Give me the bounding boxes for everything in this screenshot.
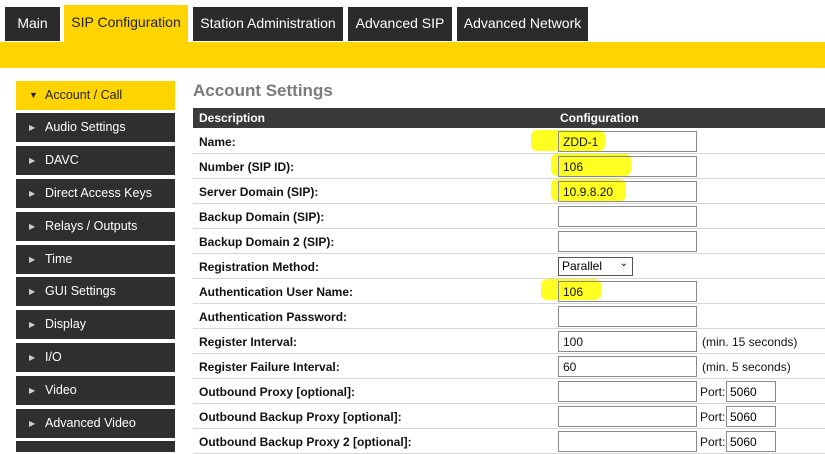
registration-method-select[interactable] bbox=[558, 257, 633, 276]
table-row bbox=[193, 279, 825, 304]
sidebar-item-label: I/O bbox=[45, 350, 62, 364]
field-label-server-domain: Server Domain (SIP): bbox=[199, 185, 319, 199]
table-row bbox=[193, 204, 825, 229]
caret-down-icon: ▼ bbox=[29, 90, 38, 100]
sidebar-item-label: DAVC bbox=[45, 153, 79, 167]
table-row bbox=[193, 354, 825, 379]
field-label-register-interval: Register Interval: bbox=[199, 335, 298, 349]
sidebar-item-label: GUI Settings bbox=[45, 284, 116, 298]
sidebar-item-cutoff[interactable] bbox=[16, 441, 175, 452]
top-tab-bar bbox=[0, 0, 825, 42]
table-row bbox=[193, 404, 825, 429]
auth-password-input[interactable] bbox=[558, 306, 697, 327]
table-row bbox=[193, 154, 825, 179]
register-interval-input[interactable] bbox=[558, 331, 697, 352]
sidebar-item-label: Time bbox=[45, 252, 73, 266]
field-label-register-failure-interval: Register Failure Interval: bbox=[199, 360, 340, 374]
caret-right-icon: ▶ bbox=[29, 156, 36, 165]
register-interval-hint: (min. 15 seconds) bbox=[702, 335, 798, 349]
sidebar-item-direct-access-keys[interactable] bbox=[16, 179, 175, 208]
column-header-description: Description bbox=[199, 111, 266, 125]
sidebar-item-label: Relays / Outputs bbox=[45, 219, 138, 233]
caret-right-icon: ▶ bbox=[29, 255, 36, 264]
sip-id-input[interactable] bbox=[558, 156, 697, 177]
caret-right-icon: ▶ bbox=[29, 287, 36, 296]
sidebar-item-io[interactable] bbox=[16, 343, 175, 372]
caret-right-icon: ▶ bbox=[29, 222, 36, 231]
outbound-backup-proxy-2-port-input[interactable] bbox=[726, 431, 776, 452]
field-label-backup-domain-2: Backup Domain 2 (SIP): bbox=[199, 235, 335, 249]
tab-advanced-network[interactable]: Advanced Network bbox=[457, 7, 588, 41]
caret-right-icon: ▶ bbox=[29, 320, 36, 329]
select-value: Parallel bbox=[562, 259, 603, 273]
sidebar-item-audio-settings[interactable] bbox=[16, 113, 175, 142]
port-label: Port: bbox=[700, 385, 726, 399]
caret-right-icon: ▶ bbox=[29, 189, 36, 198]
caret-right-icon: ▶ bbox=[29, 419, 36, 428]
register-failure-interval-input[interactable] bbox=[558, 356, 697, 377]
chevron-down-icon: ⌄ bbox=[619, 258, 628, 269]
server-domain-input[interactable] bbox=[558, 181, 697, 202]
outbound-backup-proxy-2-input[interactable] bbox=[558, 431, 697, 452]
yellow-banner bbox=[0, 42, 825, 68]
sidebar-item-label: Audio Settings bbox=[45, 120, 126, 134]
field-label-number: Number (SIP ID): bbox=[199, 160, 295, 174]
column-header-configuration: Configuration bbox=[560, 111, 639, 125]
backup-domain-2-input[interactable] bbox=[558, 231, 697, 252]
field-label-auth-password: Authentication Password: bbox=[199, 310, 348, 324]
field-label-name: Name: bbox=[199, 135, 236, 149]
tab-main[interactable]: Main bbox=[5, 7, 60, 41]
port-label: Port: bbox=[700, 435, 726, 449]
table-row bbox=[193, 179, 825, 204]
tab-advanced-sip[interactable]: Advanced SIP bbox=[348, 7, 452, 41]
outbound-proxy-input[interactable] bbox=[558, 381, 697, 402]
sidebar-item-label: Direct Access Keys bbox=[45, 186, 152, 200]
tab-sip-configuration[interactable]: SIP Configuration bbox=[64, 5, 188, 42]
port-label: Port: bbox=[700, 410, 726, 424]
table-row bbox=[193, 429, 825, 454]
caret-right-icon: ▶ bbox=[29, 123, 36, 132]
outbound-proxy-port-input[interactable] bbox=[726, 381, 776, 402]
table-row bbox=[193, 229, 825, 254]
table-header bbox=[193, 108, 825, 128]
tab-station-administration[interactable]: Station Administration bbox=[193, 7, 343, 41]
field-label-outbound-proxy: Outbound Proxy [optional]: bbox=[199, 385, 355, 399]
name-input[interactable] bbox=[558, 131, 697, 152]
field-label-outbound-backup-proxy-2: Outbound Backup Proxy 2 [optional]: bbox=[199, 435, 412, 449]
sidebar-item-davc[interactable] bbox=[16, 146, 175, 175]
caret-right-icon: ▶ bbox=[29, 386, 36, 395]
sidebar-item-advanced-video[interactable] bbox=[16, 409, 175, 438]
sidebar-item-label: Video bbox=[45, 383, 77, 397]
backup-domain-input[interactable] bbox=[558, 206, 697, 227]
auth-user-name-input[interactable] bbox=[558, 281, 697, 302]
table-row bbox=[193, 304, 825, 329]
register-failure-interval-hint: (min. 5 seconds) bbox=[702, 360, 791, 374]
outbound-backup-proxy-input[interactable] bbox=[558, 406, 697, 427]
table-row bbox=[193, 379, 825, 404]
table-row bbox=[193, 254, 825, 279]
field-label-outbound-backup-proxy: Outbound Backup Proxy [optional]: bbox=[199, 410, 402, 424]
sidebar-item-account-call[interactable] bbox=[16, 81, 175, 110]
field-label-backup-domain: Backup Domain (SIP): bbox=[199, 210, 325, 224]
caret-right-icon: ▶ bbox=[29, 353, 36, 362]
sidebar-item-video[interactable] bbox=[16, 376, 175, 405]
field-label-auth-user-name: Authentication User Name: bbox=[199, 285, 354, 299]
sidebar-item-label: Advanced Video bbox=[45, 416, 136, 430]
sidebar-item-gui-settings[interactable] bbox=[16, 277, 175, 306]
page-title: Account Settings bbox=[193, 81, 333, 100]
sidebar-item-label: Account / Call bbox=[45, 88, 123, 102]
field-label-registration-method: Registration Method: bbox=[199, 260, 319, 274]
sidebar-item-label: Display bbox=[45, 317, 86, 331]
sidebar-item-time[interactable] bbox=[16, 245, 175, 274]
table-row bbox=[193, 129, 825, 154]
sidebar-item-display[interactable] bbox=[16, 310, 175, 339]
sidebar-item-relays-outputs[interactable] bbox=[16, 212, 175, 241]
table-row bbox=[193, 329, 825, 354]
outbound-backup-proxy-port-input[interactable] bbox=[726, 406, 776, 427]
